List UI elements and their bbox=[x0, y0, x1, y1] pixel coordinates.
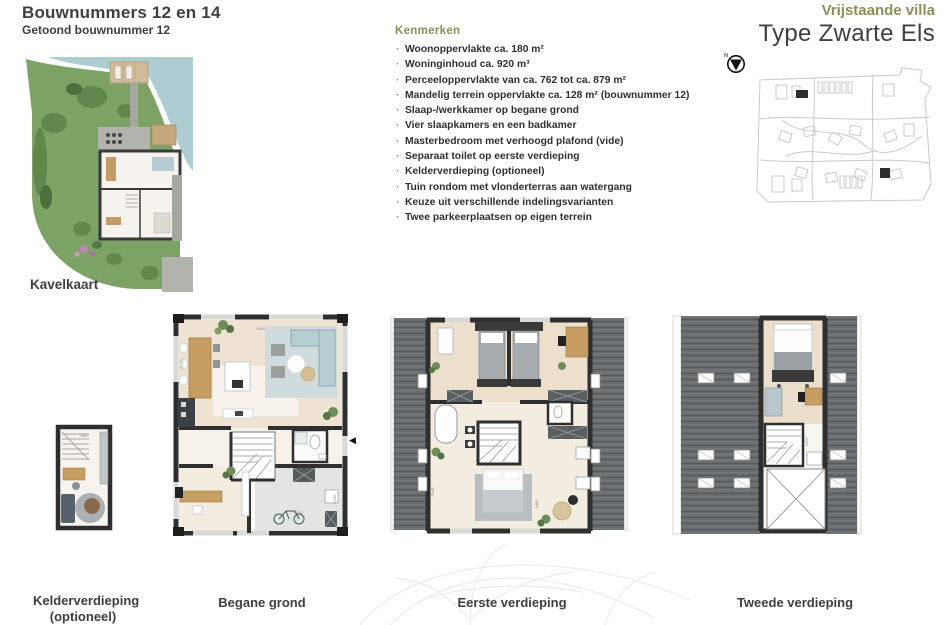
round-table-icon bbox=[568, 495, 578, 505]
dim-label: 3105 bbox=[430, 487, 435, 497]
kavelkaart-label: Kavelkaart bbox=[30, 277, 99, 292]
side-table-icon bbox=[301, 367, 315, 381]
dim-label: 5460 bbox=[534, 499, 539, 509]
beanbag-icon bbox=[84, 498, 100, 514]
desk-chair-icon bbox=[558, 336, 566, 346]
cabinet bbox=[807, 452, 822, 465]
sink-icon bbox=[235, 411, 243, 416]
chair-icon bbox=[576, 477, 590, 489]
roof-right bbox=[591, 318, 624, 530]
kenmerken-item: · Slaap-/werkkamer op begane grond bbox=[395, 103, 695, 118]
page-title: Bouwnummers 12 en 14 bbox=[22, 3, 221, 22]
kenmerken-list bbox=[395, 42, 695, 226]
driveway-apron bbox=[162, 257, 193, 292]
bed-icon bbox=[772, 324, 814, 388]
cooktop-icon bbox=[232, 380, 243, 388]
desk-icon bbox=[566, 327, 588, 357]
house-plan bbox=[100, 151, 180, 239]
floorplan-tweede-verdieping bbox=[672, 312, 862, 538]
toilet-room bbox=[548, 402, 572, 424]
roof-right bbox=[826, 316, 857, 534]
dim-label: 8060 bbox=[256, 326, 266, 331]
kenmerken-section bbox=[395, 25, 695, 226]
driveway bbox=[172, 175, 181, 241]
type-category-label: Vrijstaande villa bbox=[821, 2, 935, 19]
kenmerken-heading: Kenmerken bbox=[395, 25, 461, 37]
kenmerken-item: · Woonoppervlakte ca. 180 m² bbox=[395, 42, 695, 57]
kenmerken-item: · Perceeloppervlakte van ca. 762 tot ca. 879 m² bbox=[395, 73, 695, 88]
deck bbox=[110, 62, 148, 83]
entrance-arrow-icon: ◀ bbox=[349, 435, 356, 445]
sitemap bbox=[752, 64, 938, 218]
shelf-unit bbox=[242, 472, 249, 516]
dim-label: 2440 bbox=[332, 494, 337, 504]
kavelkaart-illustration bbox=[22, 57, 193, 292]
bathroom bbox=[293, 430, 327, 462]
dining-table-icon bbox=[189, 338, 211, 398]
highlighted-plot-bottom bbox=[880, 168, 890, 178]
armchair-icon bbox=[271, 344, 285, 356]
kenmerken-item: · Separaat toilet op eerste verdieping bbox=[395, 149, 695, 164]
dim-label: 4560 bbox=[293, 510, 303, 515]
roof-left bbox=[681, 316, 760, 534]
desk-chair-icon bbox=[175, 487, 183, 498]
compass-letter: N bbox=[724, 53, 728, 59]
bathtub-icon bbox=[435, 405, 457, 443]
type-name: Type Zwarte Els bbox=[758, 20, 935, 47]
kenmerken-item: · Masterbedroom met verhoogd plafond (vide) bbox=[395, 134, 695, 149]
kitchen-cabinets bbox=[178, 398, 195, 427]
vide-opening bbox=[767, 469, 825, 529]
desk-icon bbox=[805, 388, 822, 405]
dim-label: 2860 bbox=[79, 433, 89, 438]
closet bbox=[100, 432, 108, 484]
floorplan-kelderverdieping bbox=[55, 424, 115, 532]
kenmerken-item: · Mandelig terrein oppervlakte ca. 128 m² (bouwnummer 12) bbox=[395, 88, 695, 103]
toilet-icon bbox=[310, 435, 320, 449]
label-eerste-verdieping: Eerste verdieping bbox=[457, 595, 567, 610]
kenmerken-item: · Vier slaapkamers en een badkamer bbox=[395, 118, 695, 133]
wardrobe-icon bbox=[765, 388, 782, 416]
bed-icon bbox=[483, 469, 523, 512]
north-arrow-icon bbox=[723, 50, 749, 76]
stairs-icon bbox=[478, 422, 520, 464]
floorplan-eerste-verdieping bbox=[390, 314, 628, 538]
desk-chair-icon bbox=[798, 392, 805, 402]
kenmerken-item: · Kelderverdieping (optioneel) bbox=[395, 164, 695, 179]
wardrobe-icon bbox=[438, 328, 453, 354]
kenmerken-item: · Tuin rondom met vlonderterras aan watergang bbox=[395, 180, 695, 195]
stairs-icon bbox=[765, 424, 803, 466]
armchair-icon bbox=[271, 366, 285, 378]
label-kelderverdieping: Kelderverdieping (optioneel) bbox=[33, 593, 140, 624]
study-desk-icon bbox=[180, 491, 222, 502]
lounge-chair-icon bbox=[553, 502, 571, 520]
label-tweede-verdieping: Tweede verdieping bbox=[736, 595, 854, 610]
sofa-icon bbox=[61, 494, 75, 523]
desk-icon bbox=[63, 468, 85, 480]
label-begane-grond: Begane grond bbox=[218, 595, 306, 610]
leaf-watermark bbox=[355, 538, 695, 625]
dim-label: 5140 bbox=[179, 359, 184, 369]
plant-icon bbox=[558, 362, 566, 370]
kenmerken-item: · Keuze uit verschillende indelingsvarianten bbox=[395, 195, 695, 210]
kenmerken-item: · Twee parkeerplaatsen op eigen terrein bbox=[395, 210, 695, 225]
kenmerken-item: · Woninginhoud ca. 920 m³ bbox=[395, 57, 695, 72]
stairs-icon bbox=[231, 432, 275, 480]
roof-left bbox=[394, 318, 427, 530]
page-subtitle: Getoond bouwnummer 12 bbox=[22, 23, 171, 37]
floorplan-begane-grond bbox=[173, 314, 348, 536]
highlighted-plot-top bbox=[796, 90, 808, 98]
chair-icon bbox=[576, 447, 590, 459]
dim-label: 3470 bbox=[804, 437, 809, 447]
chair-icon bbox=[72, 482, 80, 490]
